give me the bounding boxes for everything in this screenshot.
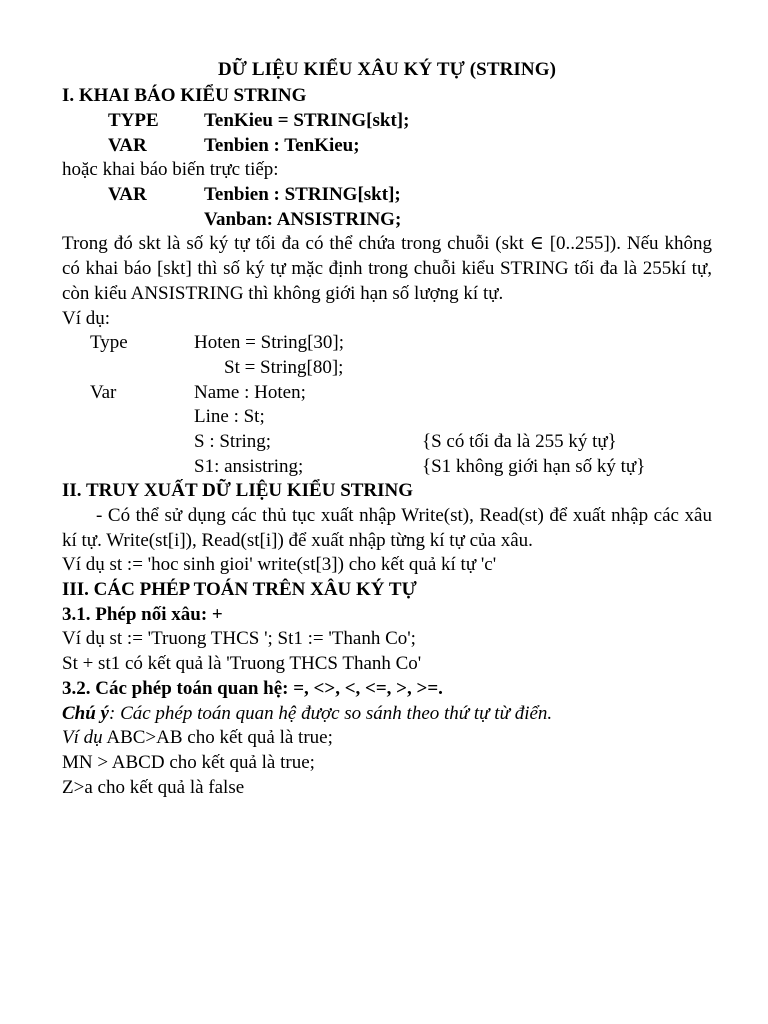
example-col-comment (422, 381, 712, 406)
example-col-keyword (90, 356, 194, 381)
declaration-body: TenKieu = STRING[skt]; (204, 110, 410, 131)
example-col-code: Name : Hoten; (194, 381, 306, 403)
declaration-row (62, 109, 712, 134)
subsection-3-2-line (62, 776, 712, 801)
example-col-keyword (90, 430, 194, 455)
example-col-code: S : String; (194, 430, 272, 452)
page-title: DỮ LIỆU KIỂU XÂU KÝ TỰ (STRING) (217, 59, 557, 80)
example-col-code: Line : St; (194, 406, 265, 428)
example-label: Ví dụ: (62, 307, 111, 329)
subsection-3-1-line: Ví dụ st := 'Truong THCS '; St1 := 'Thanh Co'; (62, 628, 416, 650)
example-col-code: Hoten = String[30]; (194, 332, 345, 354)
example-row (90, 455, 712, 480)
subsection-heading-3-2: 3.2. Các phép toán quan hệ: =, <>, <, <=, >, >=. (62, 677, 443, 699)
subsection-heading-3-1: 3.1. Phép nối xâu: + (62, 603, 223, 625)
example-col-comment: {S1 không giới hạn số ký tự} (422, 455, 646, 477)
subsection-3-2-line (62, 726, 712, 751)
example-col-keyword: Var (90, 381, 117, 403)
example-text: Z>a cho kết quả là false (62, 776, 245, 798)
declaration-row (62, 183, 712, 208)
example-row (90, 430, 712, 455)
declaration-keyword (108, 208, 204, 233)
declaration-body: Tenbien : STRING[skt]; (204, 184, 401, 206)
example-col-comment (422, 405, 712, 430)
example-col-code: S1: ansistring; (194, 455, 304, 477)
declaration-keyword: TYPE (108, 110, 159, 131)
declaration-keyword: VAR (108, 184, 147, 206)
note-label: Chú ý (62, 702, 109, 724)
example-col-comment (452, 356, 712, 381)
example-col-keyword (90, 405, 194, 430)
subsection-3-1-line: St + st1 có kết quả là 'Truong THCS Thanh Co' (62, 653, 422, 675)
example-text: MN > ABCD cho kết quả là true; (62, 751, 315, 773)
example-row (90, 331, 712, 356)
declaration-row (62, 208, 712, 233)
section-heading-2: II. TRUY XUẤT DỮ LIỆU KIỂU STRING (62, 480, 414, 502)
example-text: ABC>AB cho kết quả là true; (102, 727, 333, 749)
note-line: hoặc khai báo biến trực tiếp: (62, 159, 279, 181)
section-2-paragraph-1: - Có thể sử dụng các thủ tục xuất nhập Write(st), Read(st) để xuất nhập các xâu kí tự. Write(st[i]), Read(st[i]) để xuất nhập từng kí tự của xâu. (62, 505, 712, 551)
example-col-comment: {S có tối đa là 255 ký tự} (422, 430, 617, 452)
note-text: : Các phép toán quan hệ được so sánh theo thứ tự từ điển. (109, 702, 553, 724)
example-col-keyword (90, 455, 194, 480)
section-2-paragraph-2: Ví dụ st := 'hoc sinh gioi' write(st[3]) cho kết quả kí tự 'c' (62, 554, 497, 576)
declaration-keyword: VAR (108, 134, 147, 156)
example-col-comment (422, 331, 712, 356)
example-col-code: St = String[80]; (224, 356, 344, 378)
section-heading-3: III. CÁC PHÉP TOÁN TRÊN XÂU KÝ TỰ (62, 579, 417, 601)
example-col-keyword: Type (90, 332, 128, 354)
section-heading-1: I. KHAI BÁO KIỂU STRING (62, 85, 307, 107)
note-paragraph (62, 702, 712, 727)
example-row (90, 381, 712, 406)
example-row (90, 356, 712, 381)
subsection-3-2-line (62, 751, 712, 776)
section-1-paragraph: Trong đó skt là số ký tự tối đa có thể chứa trong chuỗi (skt ∈ [0..255]). Nếu không có khai báo [skt] thì số ký tự mặc định trong chuỗi kiểu STRING tối đa là 255kí tự, còn kiểu ANSISTRING thì không giới hạn số lượng kí tự. (62, 233, 712, 304)
example-prefix: Ví dụ (62, 727, 103, 749)
declaration-body: Tenbien : TenKieu; (204, 134, 360, 156)
example-row (90, 405, 712, 430)
example-table (62, 331, 712, 479)
declaration-row (62, 134, 712, 159)
declaration-body: Vanban: ANSISTRING; (204, 208, 402, 230)
